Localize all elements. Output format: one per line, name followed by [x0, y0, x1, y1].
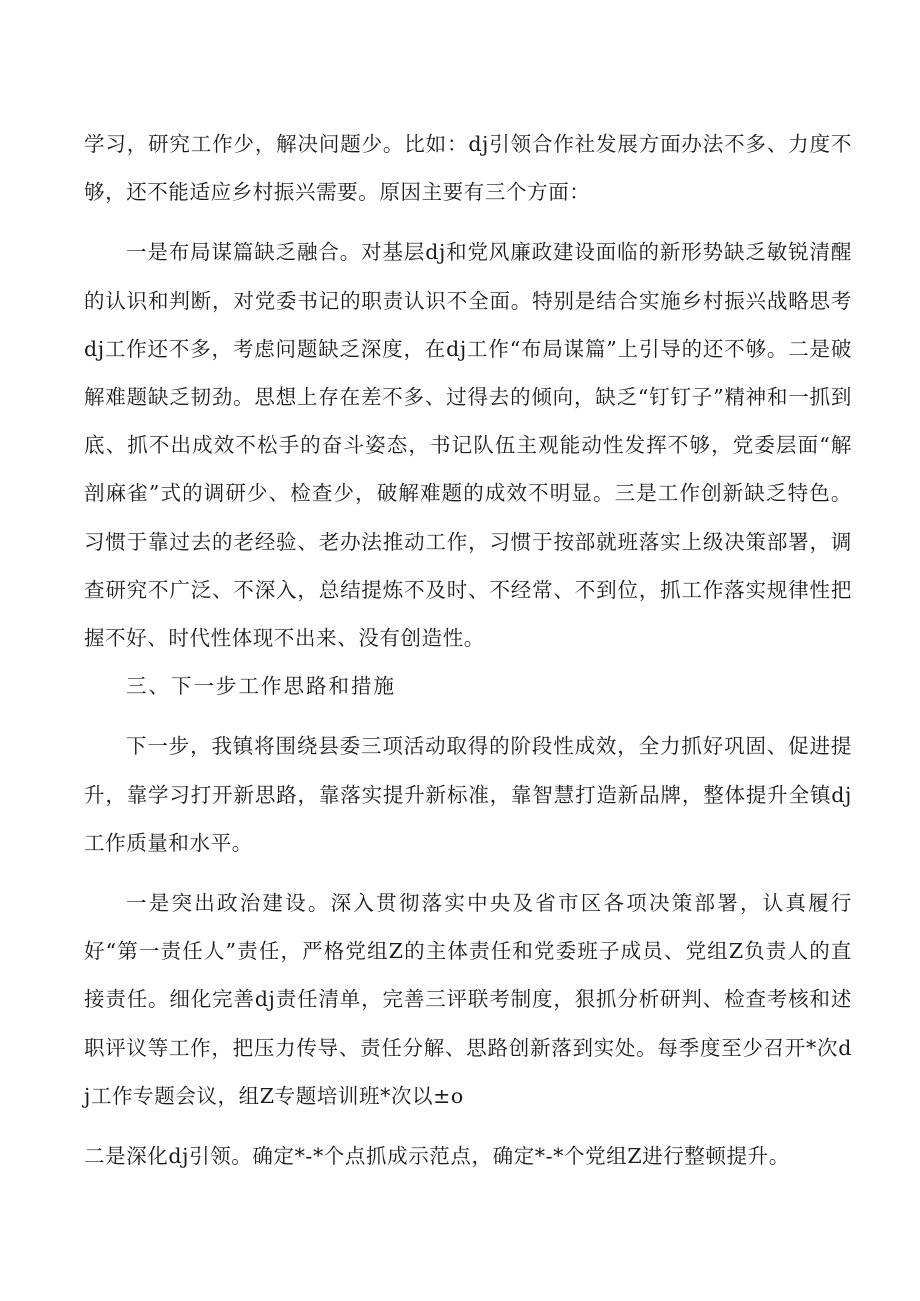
- paragraph-dj-leadership: 二是深化dj引领。确定*-*个点抓成示范点，确定*-*个党组Z进行整顿提升。: [84, 1144, 790, 1169]
- section-heading: 三、下一步工作思路和措施: [126, 674, 396, 699]
- document-body: [84, 120, 852, 1180]
- paragraph-next-steps: 下一步，我镇将围绕县委三项活动取得的阶段性成效，全力抓好巩固、促进提升，靠学习打开新思路，靠落实提升新标准，靠智慧打造新品牌，整体提升全镇dj工作质量和水平。: [84, 734, 852, 855]
- paragraph-causes: 一是布局谋篇缺乏融合。对基层dj和党风廉政建设面临的新形势缺乏敏锐清醒的认识和判断，对党委书记的职责认识不全面。特别是结合实施乡村振兴战略思考dj工作还不多，考虑问题缺乏深度，在dj工作“布局谋篇”上引导的还不够。二是破解难题缺乏韧劲。思想上存在差不多、过得去的倾向，缺乏“钉钉子”精神和一抓到底、抓不出成效不松手的奋斗姿态，书记队伍主观能动性发挥不够，党委层面“解剖麻雀”式的调研少、检查少，破解难题的成效不明显。三是工作创新缺乏特色。习惯于靠过去的老经验、老办法推动工作，习惯于按部就班落实上级决策部署，调查研究不广泛、不深入，总结提炼不及时、不经常、不到位，抓工作落实规律性把握不好、时代性体现不出来、没有创造性。: [84, 240, 852, 651]
- paragraph-political-construction: 一是突出政治建设。深入贯彻落实中央及省市区各项决策部署，认真履行好“第一责任人”责任，严格党组Z的主体责任和党委班子成员、党组Z负责人的直接责任。细化完善dj责任清单，完善三评联考制度，狠抓分析研判、检查考核和述职评议等工作，把压力传导、责任分解、思路创新落到实处。每季度至少召开*次dj工作专题会议，组Z专题培训班*次以±o: [84, 891, 852, 1108]
- paragraph-continuation: 学习，研究工作少，解决问题少。比如：dj引领合作社发展方面办法不多、力度不够，还不能适应乡村振兴需要。原因主要有三个方面：: [84, 132, 852, 205]
